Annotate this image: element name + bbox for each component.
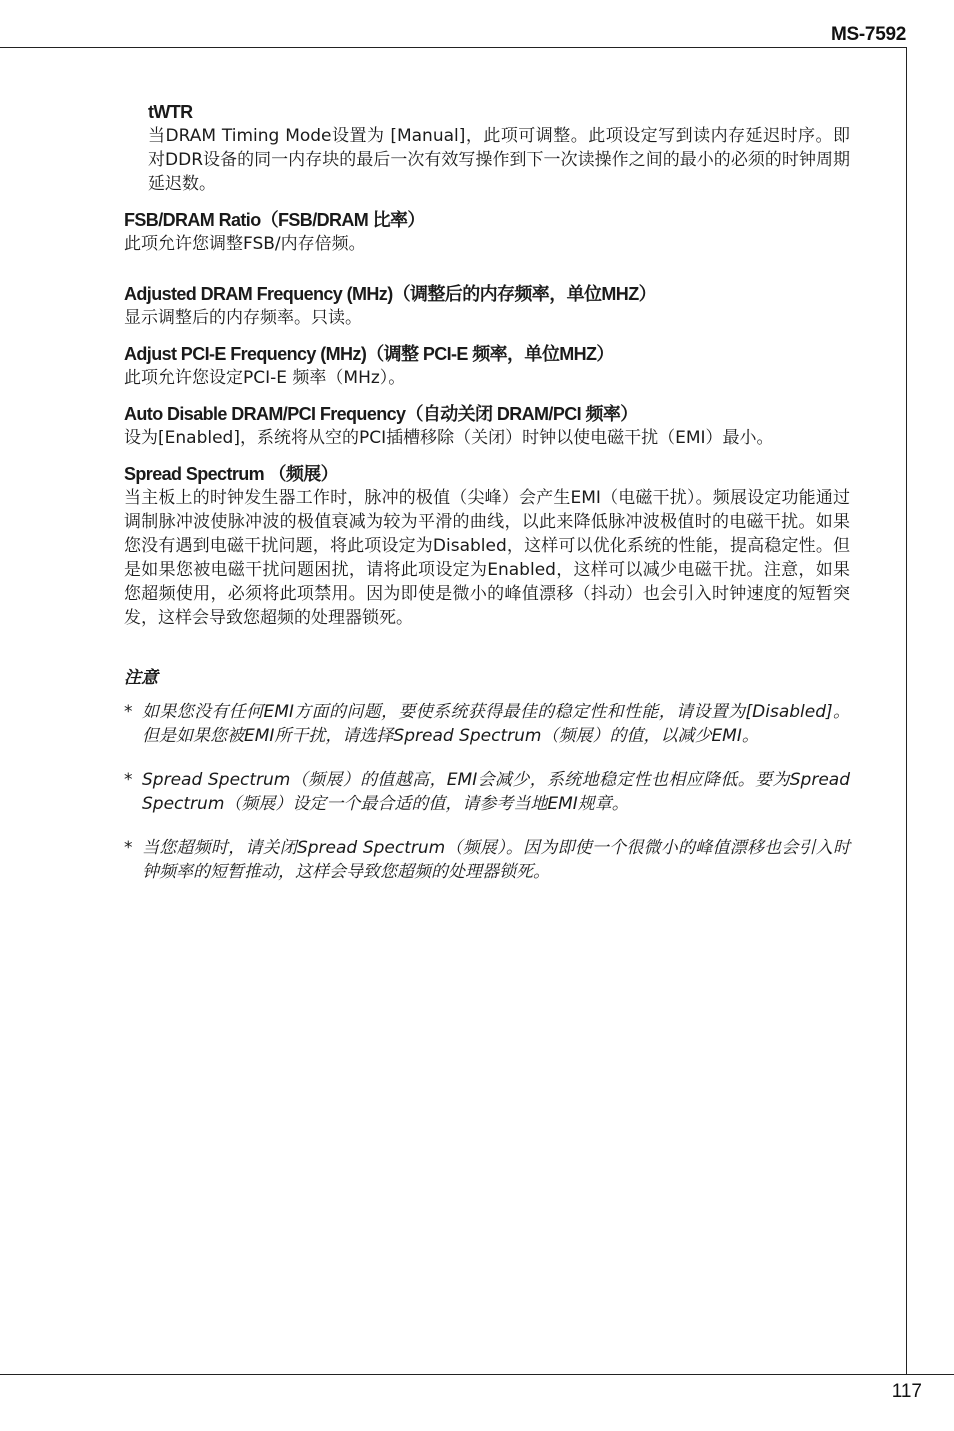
note-item: [124, 768, 850, 816]
header-rule: [0, 47, 907, 48]
page-number: 117: [891, 1381, 922, 1402]
bullet-marker: *: [124, 770, 133, 790]
model-number: MS-7592: [831, 24, 906, 45]
section-body: 当主板上的时钟发生器工作时，脉冲的极值（尖峰）会产生EMI（电磁干扰）。频展设定功能通过调制脉冲波使脉冲波的极值衰减为较为平滑的曲线，以此来降低脉冲波极值时的电磁干扰。如果您没有遇到电磁干扰问题，将此项设定为Disabled，这样可以优化系统的性能，提高稳定性。但是如果您被电磁干扰问题困扰，请将此项设定为Enabled，这样可以减少电磁干扰。注意，如果您超频使用，必须将此项禁用。因为即使是微小的峰值漂移（抖动）也会引入时钟速度的短暂突发，这样会导致您超频的处理器锁死。: [124, 488, 850, 628]
section-body: 此项允许您设定PCI-E 频率（MHz）。: [124, 368, 406, 388]
section-spread-spectrum: [124, 462, 850, 630]
note-text: Spread Spectrum（频展）的值越高，EMI会减少，系统地稳定性也相应降低。要为Spread Spectrum（频展）设定一个最合适的值，请参考当地EMI规章。: [142, 770, 850, 814]
spacer: [124, 268, 850, 282]
section-heading: tWTR: [148, 102, 193, 122]
note-text: 当您超频时，请关闭Spread Spectrum（频展）。因为即使一个很微小的峰值漂移也会引入时钟频率的短暂推动，这样会导致您超频的处理器锁死。: [142, 838, 850, 882]
note-text: 如果您没有任何EMI方面的问题，要使系统获得最佳的稳定性和性能，请设置为[Disabled]。但是如果您被EMI所干扰，请选择Spread Spectrum（频展）的值，以减少EMI。: [142, 702, 850, 746]
section-heading: FSB/DRAM Ratio（FSB/DRAM 比率）: [124, 210, 425, 230]
section-adjust-pcie-frequency: [124, 342, 850, 390]
section-body: 当DRAM Timing Mode设置为 [Manual]，此项可调整。此项设定写到读内存延迟时序。即对DDR设备的同一内存块的最后一次有效写操作到下一次读操作之间的最小的必须的时钟周期延迟数。: [148, 126, 850, 194]
footer-rule: [0, 1374, 954, 1375]
section-auto-disable-dram-pci: [124, 402, 850, 450]
section-body: 此项允许您调整FSB/内存倍频。: [124, 234, 366, 254]
section-twtr: [148, 100, 850, 196]
section-heading: Adjust PCI-E Frequency (MHz)（调整 PCI-E 频率，单位MHZ）: [124, 344, 614, 364]
right-margin-rule: [906, 47, 907, 1375]
note-item: [124, 836, 850, 884]
note-item: [124, 700, 850, 748]
section-body: 设为[Enabled]，系统将从空的PCI插槽移除（关闭）时钟以使电磁干扰（EMI）最小。: [124, 428, 774, 448]
section-body: 显示调整后的内存频率。只读。: [124, 308, 362, 328]
bullet-marker: *: [124, 702, 133, 722]
section-adjusted-dram-frequency: [124, 282, 850, 330]
bullet-marker: *: [124, 838, 133, 858]
section-fsb-dram-ratio: [124, 208, 850, 256]
section-heading: Auto Disable DRAM/PCI Frequency（自动关闭 DRAM/PCI 频率）: [124, 404, 638, 424]
page-content: [124, 100, 850, 904]
section-heading: Spread Spectrum （频展）: [124, 464, 339, 484]
section-heading: Adjusted DRAM Frequency (MHz)（调整后的内存频率，单位MHZ）: [124, 284, 656, 304]
notes-title: 注意: [124, 668, 158, 688]
